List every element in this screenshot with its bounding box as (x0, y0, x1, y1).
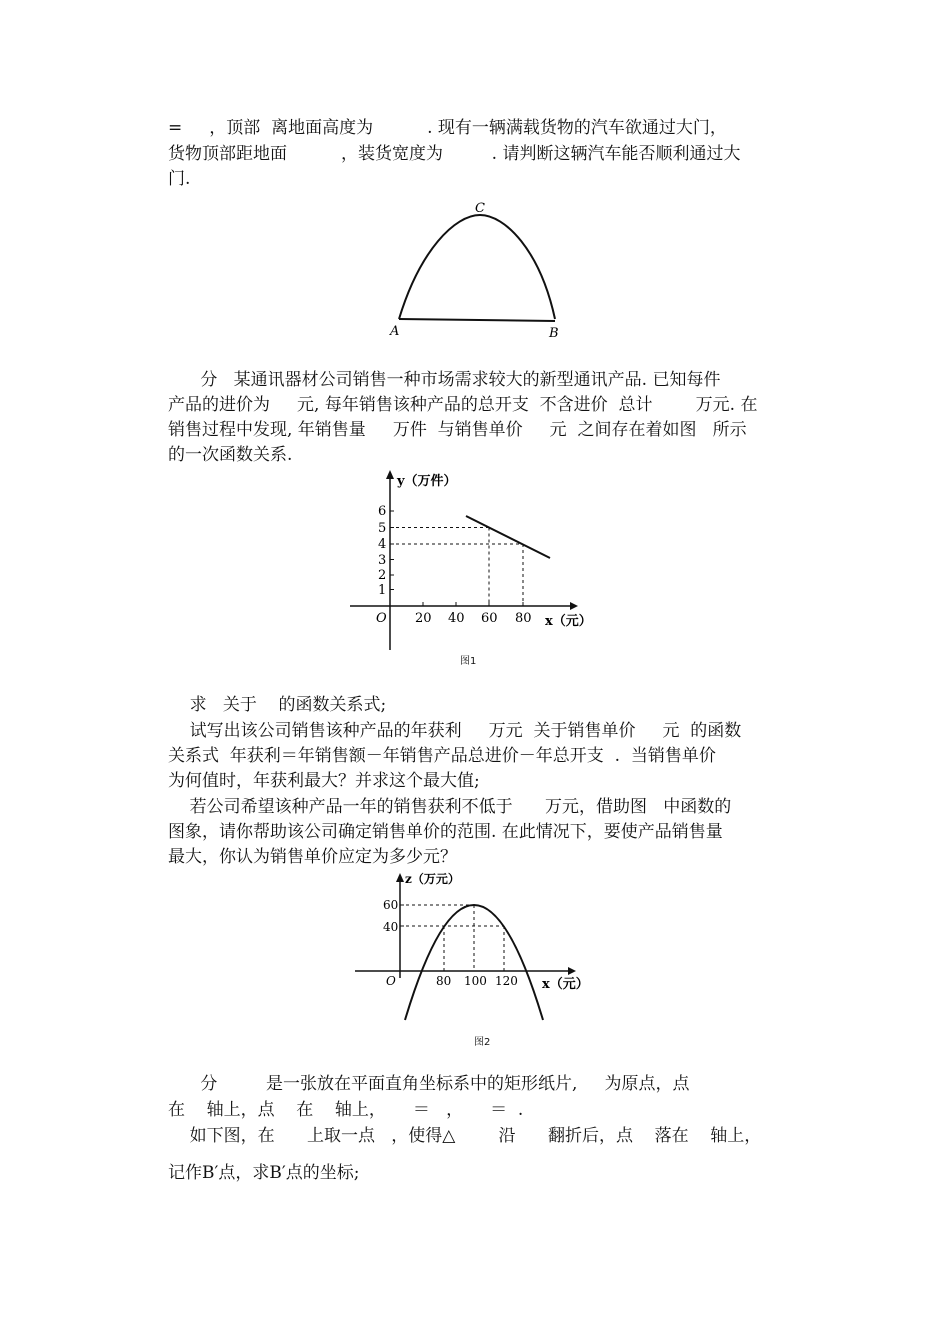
text-line: 产品的进价为 元, 每年销售该种产品的总开支 不含进价 总计 万元. 在 (168, 395, 758, 415)
text-line: 最大，你认为销售单价应定为多少元？ (168, 847, 457, 867)
linear-function-line (466, 516, 550, 558)
z-axis-label: z（万元） (405, 872, 460, 886)
label-b: B (549, 326, 559, 340)
y-axis-arrow (396, 873, 404, 882)
x-tick-label: 80 (515, 611, 532, 626)
y-tick-label: 4 (378, 537, 387, 552)
origin-label: O (386, 974, 396, 988)
y-tick-label: 6 (378, 504, 387, 519)
y-tick-label: 1 (378, 583, 387, 598)
parabola-curve (405, 905, 543, 1020)
text-line: 在 轴上，点 在 轴上， ＝ ， ＝ . (168, 1100, 524, 1120)
arch-base (399, 319, 555, 321)
text-line: 记作B′点，求B′点的坐标; (168, 1163, 360, 1183)
y-tick-label: 60 (383, 898, 399, 912)
x-tick-label: 40 (448, 611, 465, 626)
y-tick-label: 3 (378, 553, 387, 568)
text-line: 货物顶部距地面 ，装货宽度为 . 请判断这辆汽车能否顺利通过大 (168, 144, 741, 164)
text-line: 为何值时，年获利最大？并求这个最大值; (168, 771, 480, 791)
x-tick-label: 20 (415, 611, 432, 626)
text-line: 门. (168, 169, 191, 189)
text-line: 销售过程中发现, 年销售量 万件 与销售单价 元 之间存在着如图 所示 (168, 420, 747, 440)
label-c: C (475, 201, 485, 216)
x-tick-label: 80 (436, 974, 452, 988)
x-tick-label: 120 (495, 974, 518, 988)
text-line: 的一次函数关系. (168, 445, 293, 465)
text-line: 求 关于 的函数关系式; (168, 695, 387, 715)
figure2-caption: 图2 (474, 1037, 491, 1048)
text-line: 若公司希望该种产品一年的销售获利不低于 万元，借助图 中函数的 (168, 797, 732, 817)
x-axis-label: x（元） (545, 614, 592, 629)
text-line: 分 某通讯器材公司销售一种市场需求较大的新型通讯产品. 已知每件 (168, 370, 721, 390)
y-tick-label: 40 (383, 920, 399, 934)
text-line: 分 是一张放在平面直角坐标系中的矩形纸片, 为原点，点 (168, 1074, 690, 1094)
figure1-graph (345, 465, 595, 655)
origin-label: O (376, 611, 387, 626)
x-axis-arrow (570, 602, 578, 610)
text-line: 如下图，在 上取一点 ，使得△ 沿 翻折后，点 落在 轴上， (168, 1126, 762, 1146)
y-tick-label: 5 (378, 521, 387, 536)
y-axis-label: y（万件） (397, 474, 457, 489)
arch-figure (380, 195, 570, 340)
x-axis-arrow (568, 967, 576, 975)
text-line: 关系式 年获利＝年销售额－年销售产品总进价－年总开支 . 当销售单价 (168, 746, 716, 766)
label-a: A (390, 324, 400, 339)
y-tick-label: 2 (378, 568, 387, 583)
text-line: 试写出该公司销售该种产品的年获利 万元 关于销售单价 元 的函数 (168, 721, 742, 741)
guide-lines (390, 528, 523, 607)
y-axis-arrow (386, 470, 394, 479)
figure1-caption: 图1 (460, 656, 477, 667)
text-line: 图象，请你帮助该公司确定销售单价的范围. 在此情况下，要使产品销售量 (168, 822, 723, 842)
figure2-graph (350, 868, 590, 1028)
text-line: = ，顶部 离地面高度为 . 现有一辆满载货物的汽车欲通过大门， (168, 118, 727, 138)
x-axis-label: x（元） (542, 977, 589, 992)
guide-lines (400, 905, 504, 971)
arch-curve (399, 215, 555, 319)
x-tick-label: 100 (464, 974, 487, 988)
x-tick-label: 60 (481, 611, 498, 626)
